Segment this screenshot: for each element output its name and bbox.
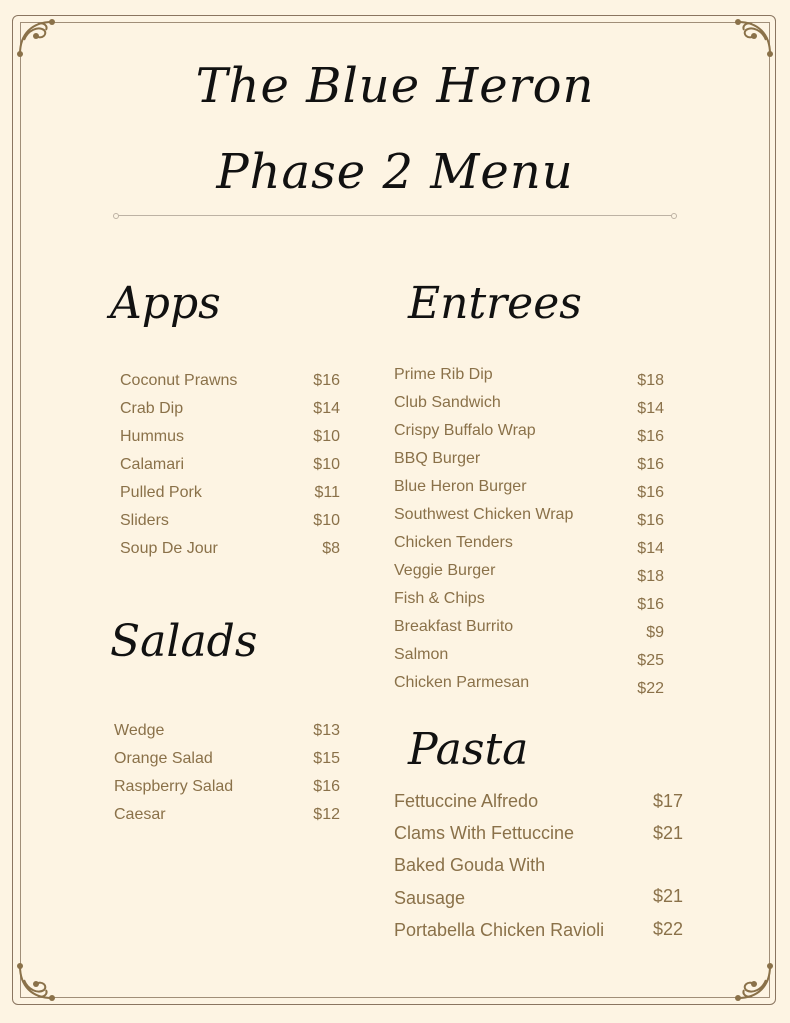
- menu-item-price: $14: [313, 400, 340, 417]
- menu-item-name: Soup De Jour: [120, 540, 218, 557]
- menu-item-name: Club Sandwich: [394, 394, 501, 411]
- menu-item-name: Crab Dip: [120, 400, 184, 417]
- menu-item-name: Caesar: [114, 806, 166, 823]
- menu-item-price: $18: [637, 372, 664, 389]
- menu-item-price: $16: [637, 484, 664, 501]
- menu-item-price: $13: [313, 722, 340, 739]
- divider-end: [671, 213, 677, 219]
- menu-item-price: $16: [313, 372, 340, 389]
- menu-item-price: $16: [637, 512, 664, 529]
- menu-item-name: Chicken Tenders: [394, 534, 513, 551]
- menu-item-price: $8: [322, 540, 340, 557]
- menu-item-price: $25: [637, 652, 664, 669]
- pasta-heading: Pasta: [408, 724, 529, 775]
- title-divider: [116, 215, 674, 216]
- divider-end: [113, 213, 119, 219]
- menu-item-name: Sliders: [120, 512, 169, 529]
- menu-item-price: $16: [637, 596, 664, 613]
- menu-item-name: Fettuccine Alfredo: [394, 791, 539, 811]
- menu-item-name: Salmon: [394, 646, 449, 663]
- menu-item-price: $10: [313, 512, 340, 529]
- menu-item-name: Hummus: [120, 428, 185, 445]
- menu-item-name: Clams With Fettuccine: [394, 823, 575, 843]
- menu-item-price: $16: [637, 428, 664, 445]
- menu-item-name: BBQ Burger: [394, 450, 481, 467]
- menu-item-name: Breakfast Burrito: [394, 618, 514, 635]
- menu-item-name: Chicken Parmesan: [394, 674, 530, 691]
- menu-item-name: Baked Gouda With: [394, 855, 546, 875]
- menu-item-price: $17: [652, 791, 683, 811]
- menu-item-price: $14: [637, 400, 664, 417]
- menu-item-price: $18: [637, 568, 664, 585]
- salads-heading: Salads: [110, 616, 258, 667]
- menu-item-name: Pulled Pork: [120, 484, 202, 501]
- menu-item-name: Prime Rib Dip: [394, 366, 493, 383]
- menu-item-price: $10: [313, 456, 340, 473]
- corner-flourish-icon: [716, 944, 776, 1004]
- menu-item-name: Portabella Chicken Ravioli: [394, 920, 605, 940]
- menu-item-name: Wedge: [114, 722, 165, 739]
- menu-item-price: $10: [313, 428, 340, 445]
- page-title: The Blue Heron: [195, 58, 595, 114]
- menu-item-price: $16: [313, 778, 340, 795]
- menu-item-price: $15: [313, 750, 340, 767]
- menu-item-name: Raspberry Salad: [114, 778, 234, 795]
- menu-item-name: Fish & Chips: [394, 590, 485, 607]
- menu-item-name: Orange Salad: [114, 750, 213, 767]
- apps-heading: Apps: [110, 278, 221, 329]
- page-subtitle: Phase 2 Menu: [216, 144, 574, 200]
- menu-item-price: $14: [637, 540, 664, 557]
- menu-item-name: Coconut Prawns: [120, 372, 238, 389]
- menu-item-name: Blue Heron Burger: [394, 478, 527, 495]
- menu-item-price: $16: [637, 456, 664, 473]
- menu-item-price: $22: [652, 919, 683, 939]
- menu-item-price: $9: [646, 624, 664, 641]
- menu-item-name-continued: Sausage: [394, 888, 466, 908]
- menu-item-name: Veggie Burger: [394, 562, 496, 579]
- entrees-heading: Entrees: [408, 278, 582, 329]
- menu-item-name: Crispy Buffalo Wrap: [394, 422, 536, 439]
- menu-item-price: $21: [652, 886, 683, 906]
- menu-item-price: $21: [652, 823, 683, 843]
- menu-item-name: Calamari: [120, 456, 185, 473]
- menu-item-price: $11: [314, 484, 340, 501]
- corner-flourish-icon: [14, 944, 74, 1004]
- menu-item-price: $12: [313, 806, 340, 823]
- menu-item-price: $22: [637, 680, 664, 697]
- menu-item-name: Southwest Chicken Wrap: [394, 506, 574, 523]
